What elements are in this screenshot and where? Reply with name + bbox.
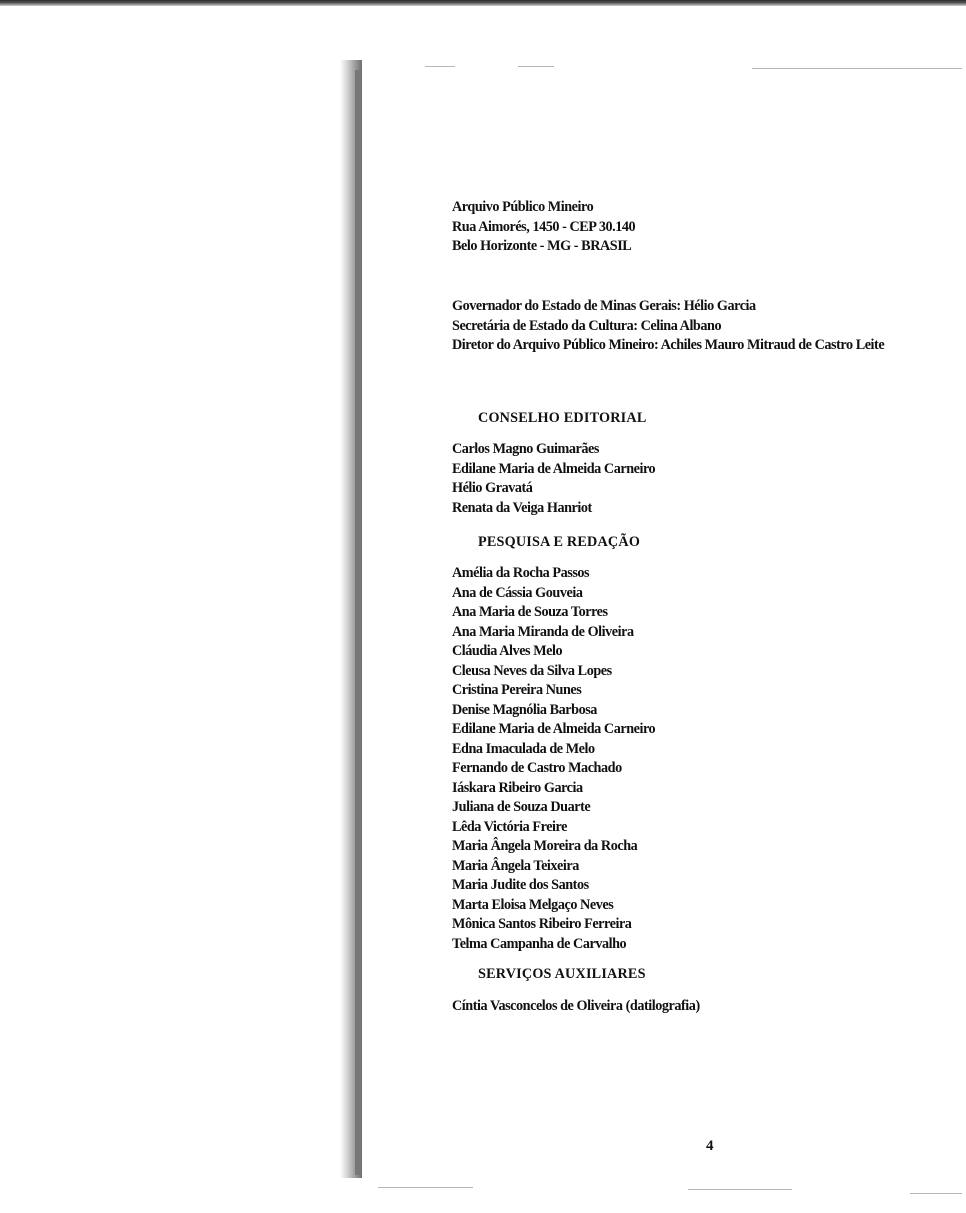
list-item: Maria Judite dos Santos — [452, 877, 589, 893]
list-item: Juliana de Souza Duarte — [452, 799, 591, 815]
list-item: Edna Imaculada de Melo — [452, 740, 595, 757]
address-line: Belo Horizonte - MG - BRASIL — [452, 238, 632, 254]
address-block — [452, 198, 635, 257]
list-item: Edilane Maria de Almeida Carneiro — [452, 721, 656, 737]
list-item: Telma Campanha de Carvalho — [452, 935, 627, 952]
scan-artifact-line — [378, 1187, 473, 1188]
list-item: Marta Eloisa Melgaço Neves — [452, 896, 614, 913]
scan-artifact-line — [518, 66, 554, 67]
address-line: Arquivo Público Mineiro — [452, 199, 594, 215]
list-item: Maria Ângela Teixeira — [452, 857, 579, 874]
list-item: Ana Maria Miranda de Oliveira — [452, 623, 634, 640]
list-item: Renata da Veiga Hanriot — [452, 499, 592, 516]
list-item: Cláudia Alves Melo — [452, 643, 563, 659]
address-line: Rua Aimorés, 1450 - CEP 30.140 — [452, 218, 636, 235]
official-line: Governador do Estado de Minas Gerais: Hélio Garcia — [452, 298, 756, 314]
list-item: Maria Ângela Moreira da Rocha — [452, 838, 638, 854]
list-item: Edilane Maria de Almeida Carneiro — [452, 460, 656, 477]
list-item: Carlos Magno Guimarães — [452, 441, 599, 457]
pesquisa-redacao-heading: PESQUISA E REDAÇÃO — [478, 534, 641, 550]
list-item: Iáskara Ribeiro Garcia — [452, 779, 583, 796]
conselho-editorial-list — [452, 440, 655, 518]
official-line: Diretor do Arquivo Público Mineiro: Achiles Mauro Mitraud de Castro Leite — [452, 337, 885, 353]
scan-artifact-line — [752, 68, 962, 69]
binding-rule — [355, 70, 360, 1175]
official-line: Secretária de Estado da Cultura: Celina Albano — [452, 317, 722, 334]
list-item: Cleusa Neves da Silva Lopes — [452, 662, 612, 679]
list-item: Cíntia Vasconcelos de Oliveira (datilografia) — [452, 998, 700, 1014]
scan-artifact-line — [910, 1193, 962, 1194]
list-item: Cristina Pereira Nunes — [452, 682, 582, 698]
officials-block — [452, 297, 884, 356]
page-number: 4 — [706, 1138, 714, 1154]
conselho-editorial-heading: CONSELHO EDITORIAL — [478, 410, 647, 426]
list-item: Ana Maria de Souza Torres — [452, 604, 608, 620]
scan-artifact-line — [425, 66, 455, 67]
servicos-auxiliares-heading: SERVIÇOS AUXILIARES — [478, 966, 646, 982]
scan-top-edge — [0, 0, 966, 6]
list-item: Mônica Santos Ribeiro Ferreira — [452, 916, 632, 932]
list-item: Hélio Gravatá — [452, 480, 533, 496]
pesquisa-redacao-list — [452, 564, 655, 954]
list-item: Fernando de Castro Machado — [452, 760, 622, 776]
list-item: Ana de Cássia Gouveia — [452, 584, 583, 601]
list-item: Lêda Victória Freire — [452, 818, 567, 835]
scan-artifact-line — [688, 1189, 792, 1190]
list-item: Denise Magnólia Barbosa — [452, 701, 597, 718]
servicos-auxiliares-list — [452, 997, 700, 1017]
list-item: Amélia da Rocha Passos — [452, 565, 590, 581]
